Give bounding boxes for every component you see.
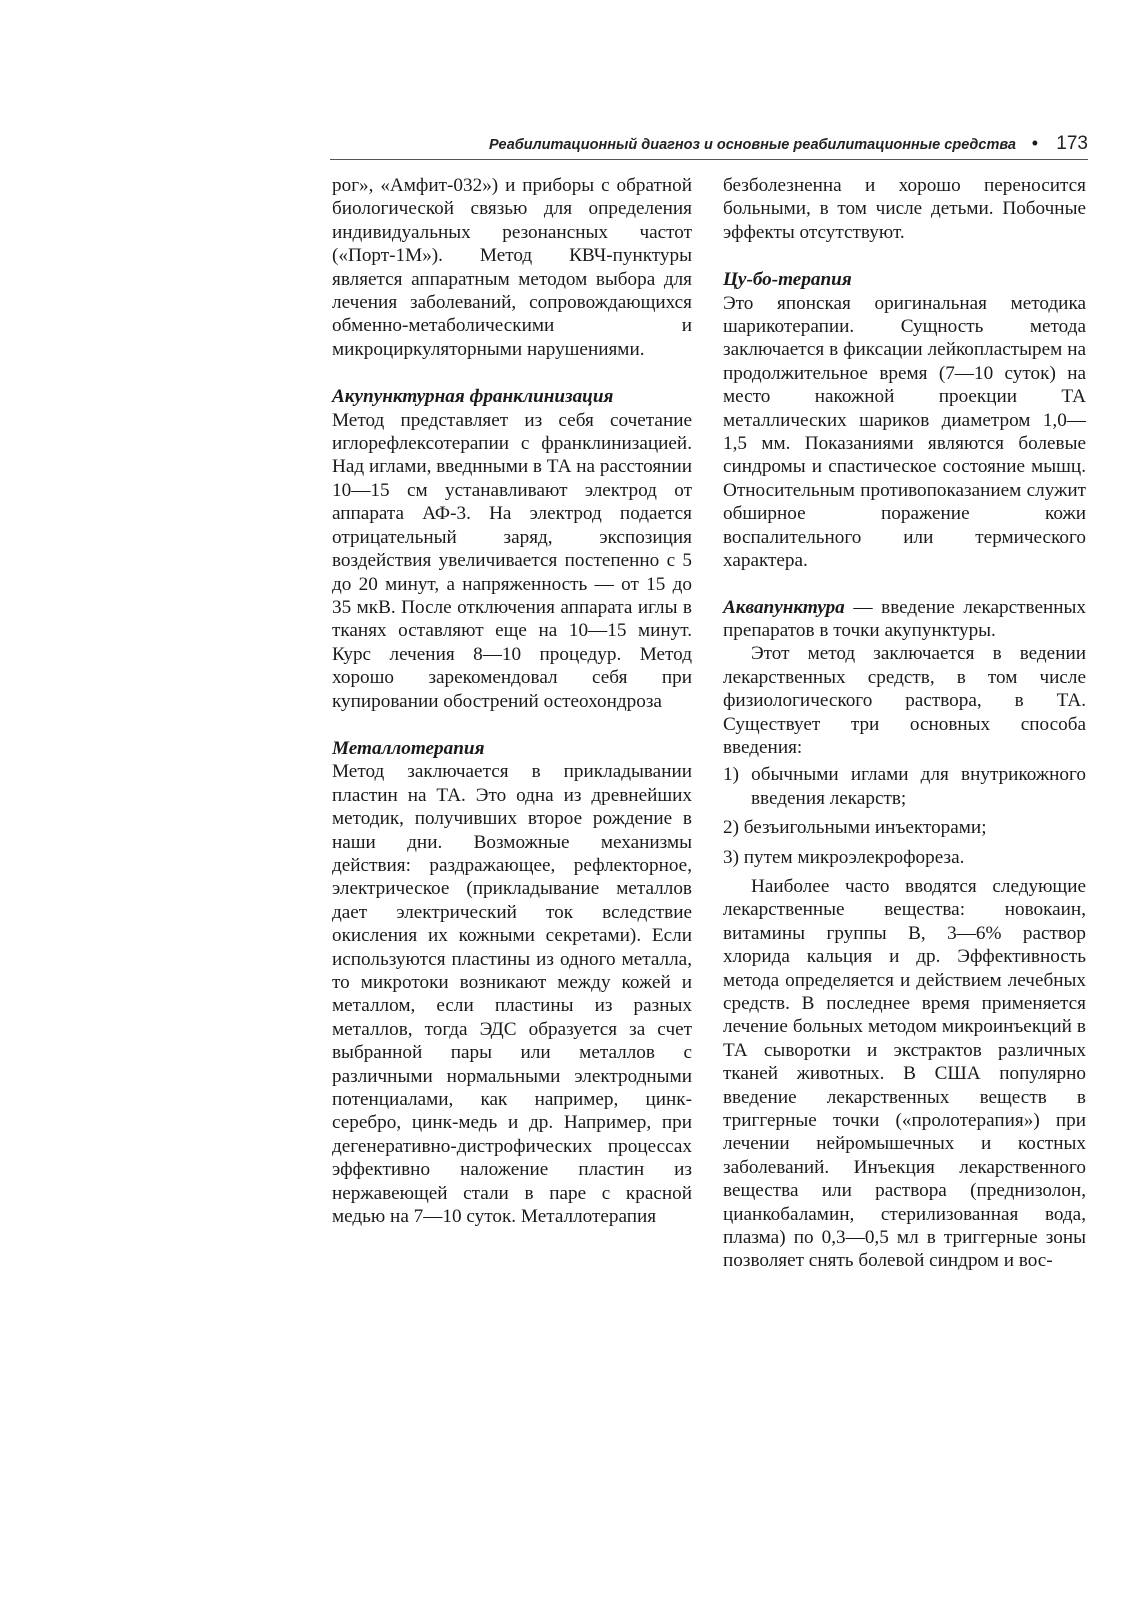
right-column (723, 174, 1086, 1273)
paragraph-aquapuncture-method: Этот метод заключается в ведении лекарственных средств, в том числе физиологического раствора, в ТА. Существует три основных способа введения: (723, 643, 1086, 758)
list-item: 1) обычными иглами для внутрикожного введения лекарств; (723, 764, 1086, 809)
running-title: Реабилитационный диагноз и основные реабилитационные средства (488, 137, 1016, 153)
running-header (330, 131, 1088, 160)
aquapuncture-term: Аквапунктура (723, 596, 845, 618)
paragraph-continuation: безболезненна и хорошо переносится больными, в том числе детьми. Побочные эффекты отсутствуют. (723, 175, 1086, 243)
section-heading-tsubo-therapy: Цу-бо-терапия (723, 269, 852, 291)
aquapuncture-definition: — введение лекарственных препаратов в точки акупунктуры. (723, 596, 1086, 641)
section-heading-metallotherapy: Металлотерапия (332, 737, 485, 759)
administration-methods-list (723, 763, 1086, 869)
paragraph-aquapuncture-definition (723, 596, 1086, 643)
paragraph-metallotherapy: Метод заключается в прикладывании пластин на ТА. Это одна из древнейших методик, получивших второе рождение в наши дни. Возможные механизмы действия: раздражающее, рефлекторное, электрическое (прикладывание металлов дает электрический ток вследствие окисления их кожными секретами). Если используются пластины из одного металла, то микротоки возникают между кожей и металлом, если пластины из разных металлов, тогда ЭДС образуется за счет выбранной пары или металлов с различными нормальными электродными потенциалами, как например, цинк-серебро, цинк-медь и др. Например, при дегенеративно-дистрофических процессах эффективно наложение пластин из нержавеющей стали в паре с красной медью на 7—10 суток. Металлотерапия (332, 761, 692, 1228)
paragraph-franklinization: Метод представляет из себя сочетание иглорефлексотерапии с франклинизацией. Над иглами, введнными в ТА на расстоянии 10—15 см устанавливают электрод от аппарата АФ-3. На электрод подается отрицательный заряд, экспозиция воздействия увеличивается постепенно с 5 до 20 минут, а напряженность — от 15 до 35 мкВ. После отключения аппарата иглы в тканях оставляют еще на 10—15 минут. Курс лечения 8—10 процедур. Метод хорошо зарекомендовал себя при купировании обострений остеохондроза (332, 409, 692, 712)
header-bullet: • (1031, 133, 1038, 153)
list-item: 2) безъигольными инъекторами; (723, 817, 987, 839)
list-item: 3) путем микроэлекрофореза. (723, 846, 965, 868)
paragraph-intro: рог», «Амфит-032») и приборы с обратной биологической связью для определения индивидуальных резонансных частот («Порт-1М»). Метод КВЧ-пунктуры является аппаратным методом выбора для лечения заболеваний, сопровождающихся обменно-метаболическими и микроциркуляторными нарушениями. (332, 175, 692, 360)
section-heading-franklinization: Акупунктурная франклинизация (332, 386, 614, 408)
page-number: 173 (1056, 133, 1088, 154)
left-column (332, 174, 692, 1228)
paragraph-aquapuncture-drugs: Наиболее часто вводятся следующие лекарственные вещества: новокаин, витамины группы В, 3—6% раствор хлорида кальция и др. Эффективность метода определяется и действием лечебных средств. В последнее время применяется лечение больных методом микроинъекций в ТА сыворотки и экстрактов различных тканей животных. В США популярно введение лекарственных веществ в триггерные точки («пролотерапия») при лечении нейромышечных и костных заболеваний. Инъекция лекарственного вещества или раствора (преднизолон, цианкобаламин, стерилизованная вода, плазма) по 0,3—0,5 мл в триггерные зоны позволяет снять болевой синдром и вос- (723, 875, 1086, 1272)
paragraph-tsubo-therapy: Это японская оригинальная методика шарикотерапии. Сущность метода заключается в фиксации лейкопластырем на продолжительное время (7—10 суток) на место накожной проекции ТА металлических шариков диаметром 1,0—1,5 мм. Показаниями являются болевые синдромы и спастическое состояние мышц. Относительным противопоказанием служит обширное поражение кожи воспалительного или термического характера. (723, 292, 1086, 572)
